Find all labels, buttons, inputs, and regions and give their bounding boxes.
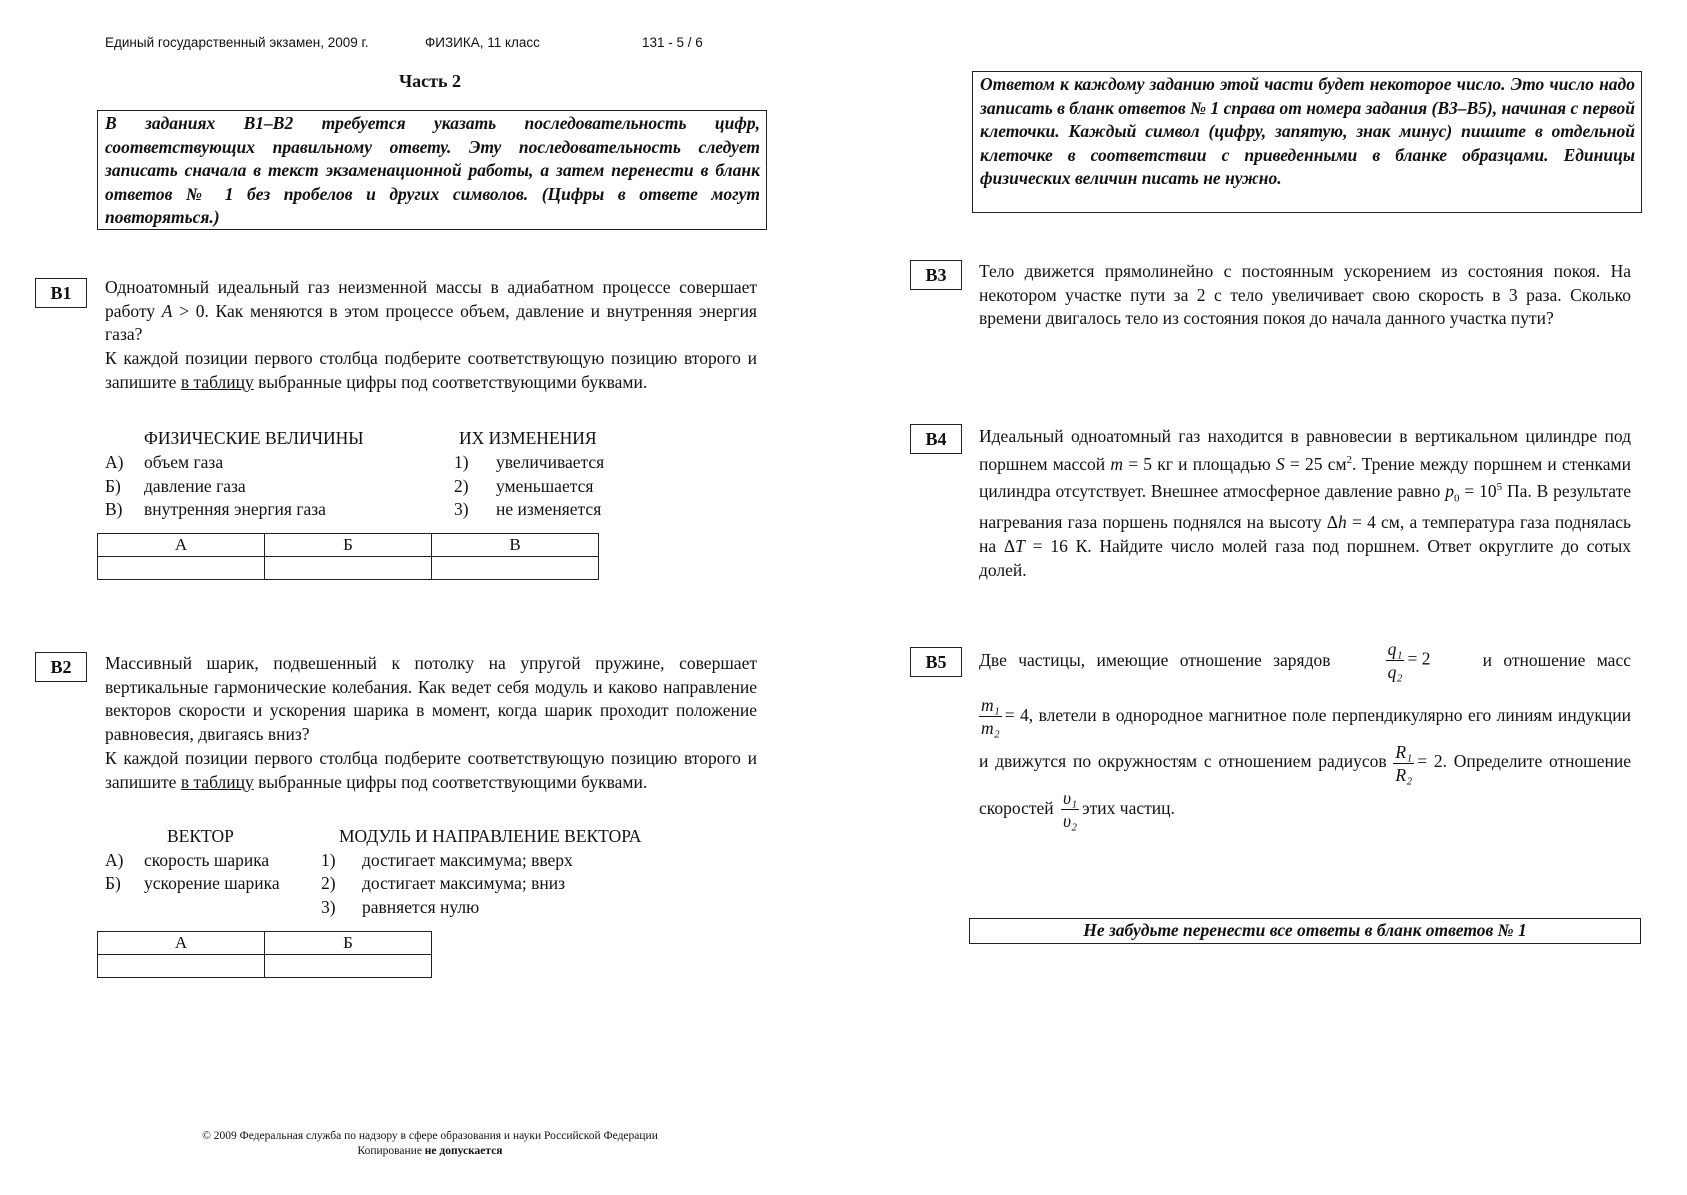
task-label-b5: B5 [910, 647, 962, 677]
b2-left-key: А) [105, 850, 124, 870]
b4-sup: 2 [1346, 453, 1353, 466]
task-label-b4: B4 [910, 424, 962, 454]
b2-right-key: 3) [321, 897, 336, 917]
b1-right-item: уменьшается [496, 476, 594, 496]
b1-col2-title: ИХ ИЗМЕНЕНИЯ [459, 428, 597, 448]
b5-charge-ratio [1386, 638, 1405, 683]
b1-text-part: Одноатомный идеальный газ неизменной массы в адиабатном процессе совершает работу [105, 277, 757, 321]
reminder-box: Не забудьте перенести все ответы в бланк ответов № 1 [969, 918, 1641, 944]
b2-left-item: ускорение шарика [144, 873, 280, 893]
b1-math-a: A [161, 300, 173, 321]
b2-text: Массивный шарик, подвешенный к потолку на упругой пружине, совершает вертикальные гармонические колебания. Как ведет себя модуль и каково направление векторов скорости и ускорения шарика в момент, когда шарик проходит положение равновесия, двигаясь вниз? [105, 653, 757, 745]
part-title: Часть 2 [398, 71, 462, 91]
b5-radius-ratio [1393, 741, 1414, 786]
b1-col-header: А [98, 534, 265, 557]
task-label-b3: B3 [910, 260, 962, 290]
frac-num: m₁ [981, 695, 1000, 716]
b2-answer-cell[interactable] [265, 955, 432, 978]
frac-num: q₁ [1387, 639, 1403, 659]
b4-text: Па. В результате нагревания газа поршень поднялся на высоту Δ [979, 481, 1631, 533]
b4-text: = 16 К. Найдите число молей газа под поршнем. Ответ округлите до сотых долей. [979, 535, 1632, 580]
frac-den: R₂ [1395, 764, 1413, 785]
b1-text-part: > 0. Как меняются в этом процессе объем, давление и внутренняя энергия газа? [105, 300, 757, 345]
b4-text: = 5 кг и площадью [1122, 453, 1276, 474]
b4-math: h [1338, 512, 1347, 533]
header-page: 131 - 5 / 6 [642, 35, 703, 50]
b5-text: = 4, влетели в однородное магнитное поле перпендикулярно его линиям индукции и движутся по окружностям с отношением радиусов [979, 705, 1631, 772]
b1-answer-table [97, 533, 599, 580]
b1-instr: выбранные цифры под соответствующими буквами. [253, 371, 648, 392]
b1-right-key: 3) [454, 499, 469, 519]
b4-text: = 10 [1459, 481, 1497, 502]
b1-left-key: Б) [105, 476, 121, 496]
task-label-b1: B1 [35, 278, 87, 308]
b1-left-item: внутренняя энергия газа [144, 499, 326, 519]
b1-right-key: 1) [454, 452, 469, 472]
b1-answer-cell[interactable] [432, 557, 599, 580]
b4-text: . Трение между поршнем и стенками цилиндра отсутствует. Внешнее атмосферное давление равно [979, 453, 1631, 502]
header-exam: Единый государственный экзамен, 2009 г. [105, 35, 369, 50]
b5-line-2 [979, 693, 1631, 832]
b5-text: этих частиц. [1082, 797, 1175, 818]
b4-sup: 5 [1496, 481, 1503, 494]
b5-velocity-ratio [1061, 787, 1079, 832]
frac-den: q₂ [1387, 662, 1403, 682]
task-b2-text [105, 652, 757, 794]
b5-mass-ratio [979, 694, 1002, 739]
b1-col-header: Б [265, 534, 432, 557]
b4-text: Идеальный одноатомный газ находится в равновесии в вертикальном цилиндре под поршнем массой [979, 426, 1631, 474]
b4-sub: 0 [1454, 492, 1460, 505]
header-subject: ФИЗИКА, 11 класс [425, 35, 540, 50]
b4-math: m [1110, 453, 1123, 474]
b2-right-item: достигает максимума; вверх [362, 850, 573, 870]
b4-text: = 25 см [1284, 453, 1347, 474]
frac-den: υ₂ [1063, 811, 1078, 832]
b1-answer-cell[interactable] [265, 557, 432, 580]
b2-col1-title: ВЕКТОР [167, 826, 234, 846]
b4-math: p [1445, 481, 1455, 502]
frac-num: R₁ [1395, 741, 1413, 762]
b2-instr: К каждой позиции первого столбца подберите соответствующую позицию второго и запишите [105, 747, 757, 792]
b2-answer-cell[interactable] [98, 955, 265, 978]
b1-right-item: увеличивается [496, 452, 605, 472]
b2-col-header: А [98, 932, 265, 955]
b4-text: = 4 см, а температура газа поднялась на Δ [979, 512, 1631, 556]
task-b4-text [979, 425, 1631, 582]
b1-answer-cell[interactable] [98, 557, 265, 580]
b5-text: = 2. Определите отношение скоростей [979, 751, 1632, 818]
b1-left-item: объем газа [144, 452, 224, 472]
b5-text: Две частицы, имеющие отношение зарядов [979, 649, 1331, 670]
frac-den: m₂ [981, 718, 1000, 739]
notice-b3-b5: Ответом к каждому заданию этой части будет некоторое число. Это число надо записать в бланк ответов № 1 справа от номера задания (B3–B5), начиная с первой клеточки. Каждый символ (цифру, запятую, знак минус) пишите в отдельной клеточке в соответствии с приведенными в бланке образцами. Единицы физических величин писать не нужно. [972, 71, 1642, 213]
b2-instr: выбранные цифры под соответствующими буквами. [253, 771, 648, 792]
b1-right-key: 2) [454, 476, 469, 496]
b1-col-header: В [432, 534, 599, 557]
b1-instr: К каждой позиции первого столбца подберите соответствующую позицию второго и запишите [105, 348, 757, 392]
footer-copyright: © 2009 Федеральная служба по надзору в сфере образования и науки Российской Федерации [202, 1130, 658, 1142]
task-b1-text [105, 276, 757, 395]
b2-left-item: скорость шарика [144, 850, 270, 870]
b1-table-link: в таблицу [180, 371, 254, 392]
notice-b1-b2: В заданиях B1–B2 требуется указать последовательность цифр, соответствующих правильному ответу. Эту последовательность следует записать сначала в текст экзаменационной работы, а затем перенести в бланк ответов № 1 без пробелов и других символов. (Цифры в ответе могут повторяться.) [97, 110, 767, 230]
task-b3-text: Тело движется прямолинейно с постоянным ускорением из состояния покоя. На некотором участке пути за 2 с тело увеличивает свою скорость в 3 раза. Сколько времени двигалось тело из состояния покоя до начала данного участка пути? [979, 261, 1631, 329]
b5-line-1 [979, 638, 1631, 683]
b4-math: T [1015, 535, 1025, 556]
b1-right-item: не изменяется [496, 499, 602, 519]
frac-num: υ₁ [1063, 788, 1078, 809]
b2-col-header: Б [265, 932, 432, 955]
b2-left-key: Б) [105, 873, 121, 893]
b4-math: S [1275, 453, 1285, 474]
b2-table-link: в таблицу [180, 771, 254, 792]
b1-col1-title: ФИЗИЧЕСКИЕ ВЕЛИЧИНЫ [144, 428, 364, 448]
b2-right-key: 2) [321, 873, 336, 893]
b1-left-key: В) [105, 499, 123, 519]
footer-bold: не допускается [424, 1145, 503, 1157]
b2-right-item: достигает максимума; вниз [362, 873, 565, 893]
b5-text: и отношение масс [1482, 649, 1631, 670]
footer-text: Копирование [357, 1145, 425, 1157]
b2-right-key: 1) [321, 850, 336, 870]
b5-text: = 2 [1407, 648, 1431, 669]
b2-answer-table [97, 931, 432, 978]
b2-right-item: равняется нулю [362, 897, 480, 917]
b2-col2-title: МОДУЛЬ И НАПРАВЛЕНИЕ ВЕКТОРА [339, 826, 642, 846]
footer-copy-notice [150, 1145, 710, 1157]
b1-left-key: А) [105, 452, 124, 472]
task-label-b2: B2 [35, 652, 87, 682]
b1-left-item: давление газа [144, 476, 246, 496]
